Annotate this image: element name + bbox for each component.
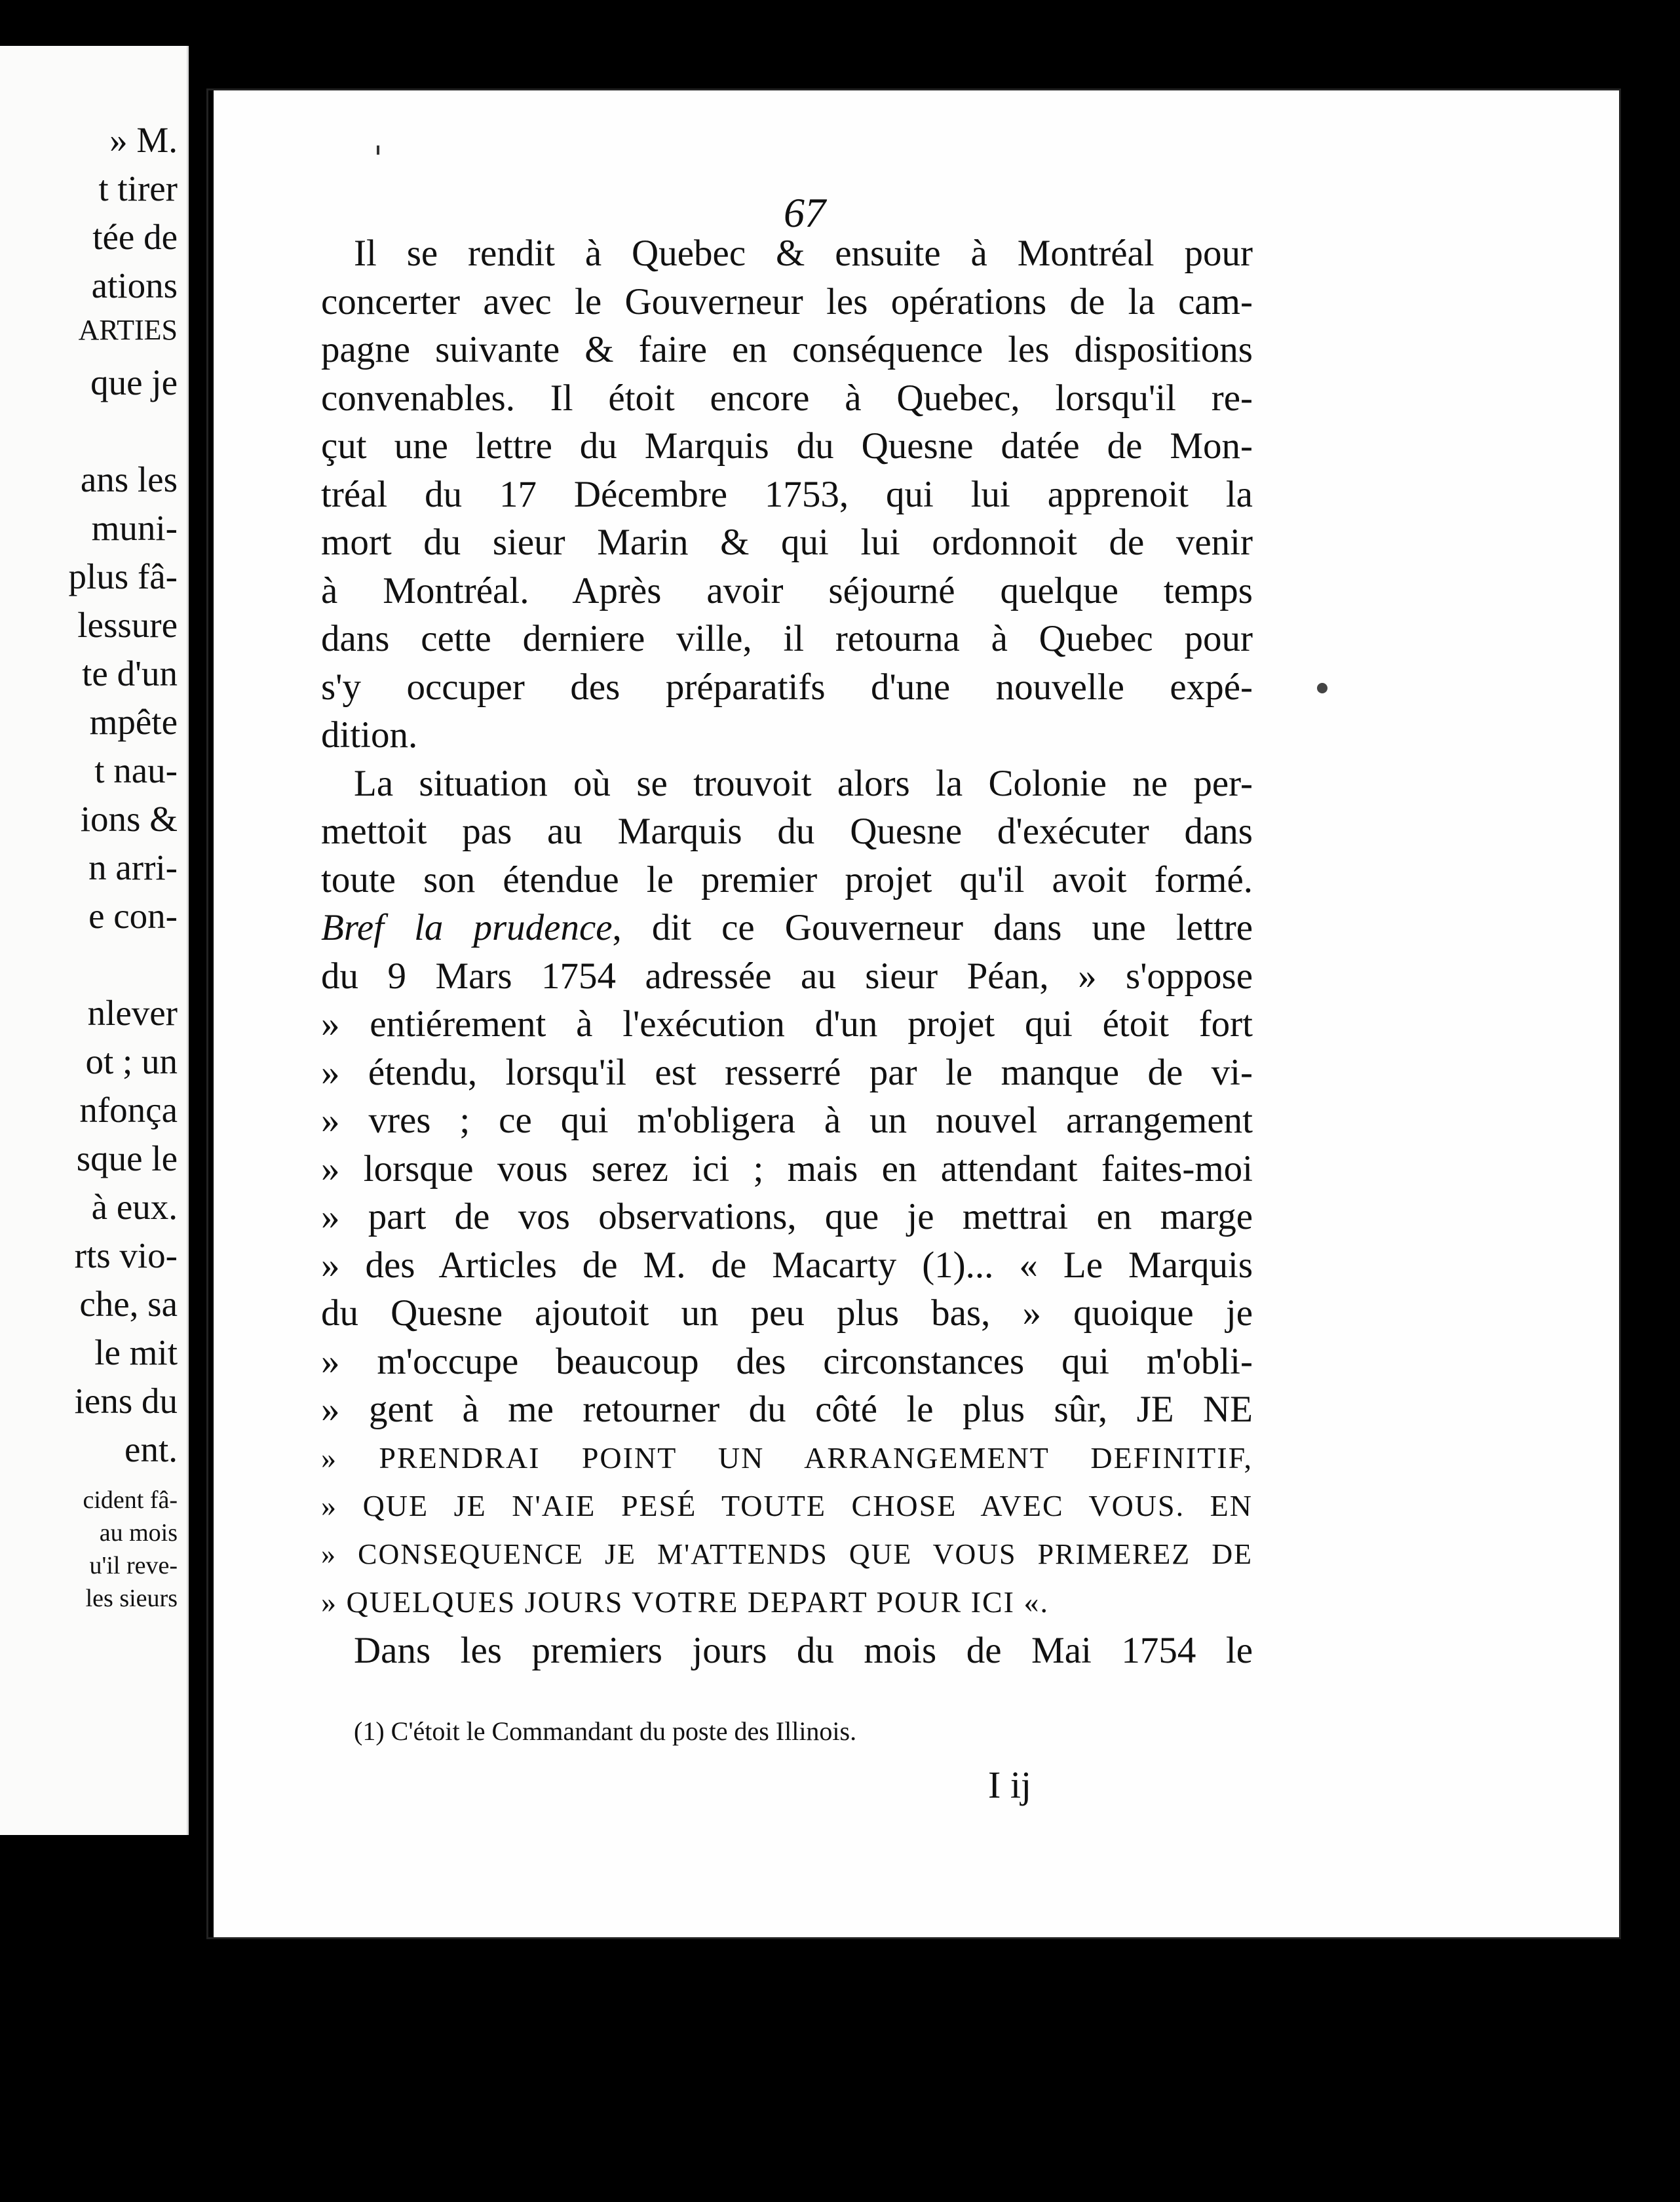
text-line: s'y occuper des préparatifs d'une nouvelle expé- — [321, 666, 1253, 708]
page-number: 67 — [784, 189, 826, 236]
text-line: du Quesne ajoutoit un peu plus bas, » quoique je — [321, 1292, 1253, 1334]
text-line: » entiérement à l'exécution d'un projet qui étoit fort — [321, 1003, 1253, 1045]
left-page-line: te d'un — [82, 653, 178, 693]
left-page-line: mpête — [89, 702, 178, 742]
left-page-line: que je — [90, 362, 178, 402]
italic-phrase: Bref la prudence — [321, 907, 613, 948]
left-page-line: t nau- — [94, 750, 178, 790]
text-line: » PRENDRAI POINT UN ARRANGEMENT DEFINITIF, — [321, 1440, 1253, 1475]
text-line: » vres ; ce qui m'obligera à un nouvel arrangement — [321, 1100, 1253, 1141]
text-line: Dans les premiers jours du mois de Mai 1754 le — [354, 1629, 1253, 1671]
left-page-line: e con- — [88, 896, 178, 936]
text-line: dition. — [321, 714, 418, 756]
footnote: (1) C'étoit le Commandant du poste des Illinois. — [354, 1716, 857, 1746]
left-page-line: nlever — [87, 993, 178, 1033]
text-line: toute son étendue le premier projet qu'il avoit formé. — [321, 859, 1253, 900]
left-page-line: iens du — [74, 1381, 178, 1421]
left-page-line: » M. — [109, 120, 178, 160]
left-page-line: muni- — [91, 508, 178, 548]
left-page-line: ot ; un — [85, 1041, 178, 1081]
left-page-note-line: les sieurs — [85, 1585, 178, 1612]
left-page-note-line: cident fâ- — [83, 1486, 178, 1514]
left-page-line: lessure — [77, 605, 178, 645]
left-page-line: ans les — [80, 459, 178, 499]
signature-mark: I ij — [988, 1764, 1032, 1806]
text-line: » lorsque vous serez ici ; mais en attendant faites-moi — [321, 1148, 1253, 1189]
text-line: du 9 Mars 1754 adressée au sieur Péan, » s'oppose — [321, 955, 1253, 997]
left-page-line: tée de — [92, 217, 178, 257]
text-line: » m'occupe beaucoup des circonstances qui m'obli- — [321, 1340, 1253, 1382]
left-page-line: rts vio- — [74, 1235, 178, 1275]
text-line: » gent à me retourner du côté le plus sûr, JE NE — [321, 1389, 1253, 1430]
text-line: çut une lettre du Marquis du Quesne datée de Mon- — [321, 425, 1253, 467]
text-line: Il se rendit à Quebec & ensuite à Montréal pour — [354, 233, 1253, 274]
text-line: mort du sieur Marin & qui lui ordonnoit de venir — [321, 522, 1253, 563]
text-line: » des Articles de M. de Macarty (1)... « Le Marquis — [321, 1244, 1253, 1286]
left-facing-page — [0, 46, 189, 1835]
left-page-line: nfonça — [79, 1090, 178, 1130]
left-page-line: à eux. — [91, 1187, 178, 1227]
left-page-line: che, sa — [79, 1284, 178, 1324]
text-line: La situation où se trouvoit alors la Colonie ne per- — [354, 762, 1253, 804]
left-page-line: ARTIES — [78, 314, 178, 346]
left-page-line: plus fâ- — [68, 556, 178, 596]
text-line: » QUELQUES JOURS VOTRE DEPART POUR ICI «. — [321, 1585, 1049, 1619]
left-page-line: le mit — [94, 1332, 178, 1372]
text-line: » étendu, lorsqu'il est resserré par le manque de vi- — [321, 1051, 1253, 1093]
text-line: tréal du 17 Décembre 1753, qui lui apprenoit la — [321, 473, 1253, 515]
left-page-line: ations — [91, 265, 178, 305]
left-page-note-line: u'il reve- — [89, 1552, 178, 1579]
ink-speck — [1317, 683, 1327, 693]
left-page-line: sque le — [76, 1138, 178, 1178]
text-line: convenables. Il étoit encore à Quebec, lorsqu'il re- — [321, 377, 1253, 419]
left-page-note-line: au mois — [99, 1519, 178, 1547]
text-line: » CONSEQUENCE JE M'ATTENDS QUE VOUS PRIMEREZ DE — [321, 1537, 1253, 1570]
text-line: concerter avec le Gouverneur les opérations de la cam- — [321, 280, 1253, 322]
text-line: pagne suivante & faire en conséquence les dispositions — [321, 329, 1253, 370]
left-page-line: n arri- — [88, 847, 178, 887]
text-line: mettoit pas au Marquis du Quesne d'exécuter dans — [321, 811, 1253, 852]
left-page-line: ent. — [124, 1429, 178, 1469]
text-line: à Montréal. Après avoir séjourné quelque temps — [321, 570, 1253, 611]
left-page-line: t tirer — [98, 168, 178, 208]
page-body-text — [321, 229, 1253, 1674]
text-line: » part de vos observations, que je mettrai en marge — [321, 1196, 1253, 1237]
text-line: Bref la prudence, dit ce Gouverneur dans une lettre — [321, 907, 1253, 948]
text-line: » QUE JE N'AIE PESÉ TOUTE CHOSE AVEC VOUS. EN — [321, 1489, 1253, 1522]
text-line: dans cette derniere ville, il retourna à Quebec pour — [321, 618, 1253, 659]
left-page-line: ions & — [80, 799, 178, 839]
ink-mark — [377, 145, 379, 155]
